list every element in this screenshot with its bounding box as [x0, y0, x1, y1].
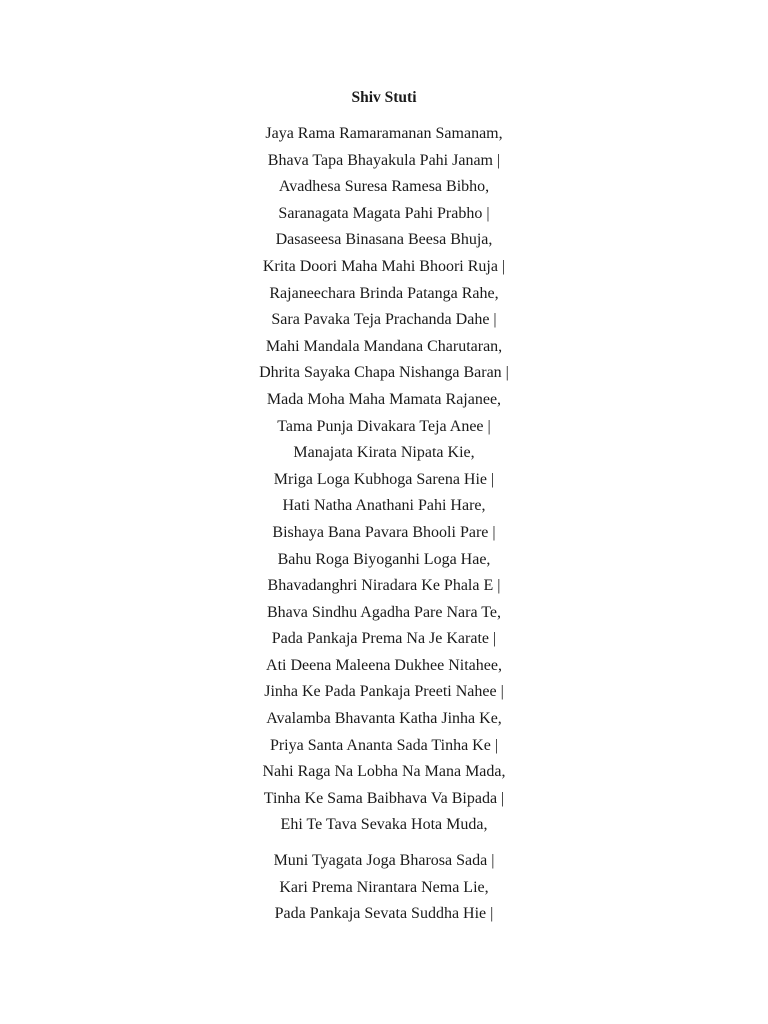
- page-title: Shiv Stuti: [351, 89, 417, 106]
- verse-line: Pada Pankaja Prema Na Je Karate |: [271, 630, 497, 648]
- verse-line: Priya Santa Ananta Sada Tinha Ke |: [269, 736, 499, 754]
- verse-line: Muni Tyagata Joga Bharosa Sada |: [273, 852, 495, 869]
- verse-line: Tinha Ke Sama Baibhava Va Bipada |: [263, 789, 505, 807]
- stanza-2: [0, 848, 768, 928]
- verse-line: Dhrita Sayaka Chapa Nishanga Baran |: [259, 364, 509, 382]
- verse-line: Bhava Tapa Bhayakula Pahi Janam |: [267, 151, 501, 169]
- verse-line: Bhavadanghri Niradara Ke Phala E |: [267, 577, 501, 595]
- verse-line: Manajata Kirata Nipata Kie,: [293, 444, 475, 462]
- verse-line: Hati Natha Anathani Pahi Hare,: [282, 497, 486, 515]
- verse-line: Dasaseesa Binasana Beesa Bhuja,: [275, 231, 493, 249]
- verse-line: Ehi Te Tava Sevaka Hota Muda,: [280, 816, 488, 834]
- verse-line: Krita Doori Maha Mahi Bhoori Ruja |: [262, 257, 506, 275]
- verse-line: Avadhesa Suresa Ramesa Bibho,: [278, 178, 490, 196]
- verse-line: Saranagata Magata Pahi Prabho |: [278, 204, 490, 222]
- verse-line: Jinha Ke Pada Pankaja Preeti Nahee |: [264, 683, 504, 701]
- verse-line: Sara Pavaka Teja Prachanda Dahe |: [271, 311, 497, 329]
- verse-line: Ati Deena Maleena Dukhee Nitahee,: [266, 656, 502, 674]
- verse-line: Mada Moha Maha Mamata Rajanee,: [266, 390, 502, 408]
- verse-line: Avalamba Bhavanta Katha Jinha Ke,: [266, 710, 502, 728]
- verse-line: Bahu Roga Biyoganhi Loga Hae,: [277, 550, 491, 568]
- verse-line: Pada Pankaja Sevata Suddha Hie |: [274, 905, 494, 923]
- verse-line: Nahi Raga Na Lobha Na Mana Mada,: [262, 763, 506, 781]
- verse-line: Kari Prema Nirantara Nema Lie,: [279, 878, 489, 896]
- verse-line: Tama Punja Divakara Teja Anee |: [277, 417, 491, 435]
- verse-line: Mahi Mandala Mandana Charutaran,: [265, 337, 503, 355]
- verse-line: Mriga Loga Kubhoga Sarena Hie |: [273, 470, 495, 488]
- verse-line: Bishaya Bana Pavara Bhooli Pare |: [272, 523, 496, 541]
- verse-line: Rajaneechara Brinda Patanga Rahe,: [269, 284, 499, 302]
- stanza-1: [0, 121, 768, 839]
- verse-line: Bhava Sindhu Agadha Pare Nara Te,: [266, 603, 502, 621]
- verse-line: Jaya Rama Ramaramanan Samanam,: [265, 125, 503, 142]
